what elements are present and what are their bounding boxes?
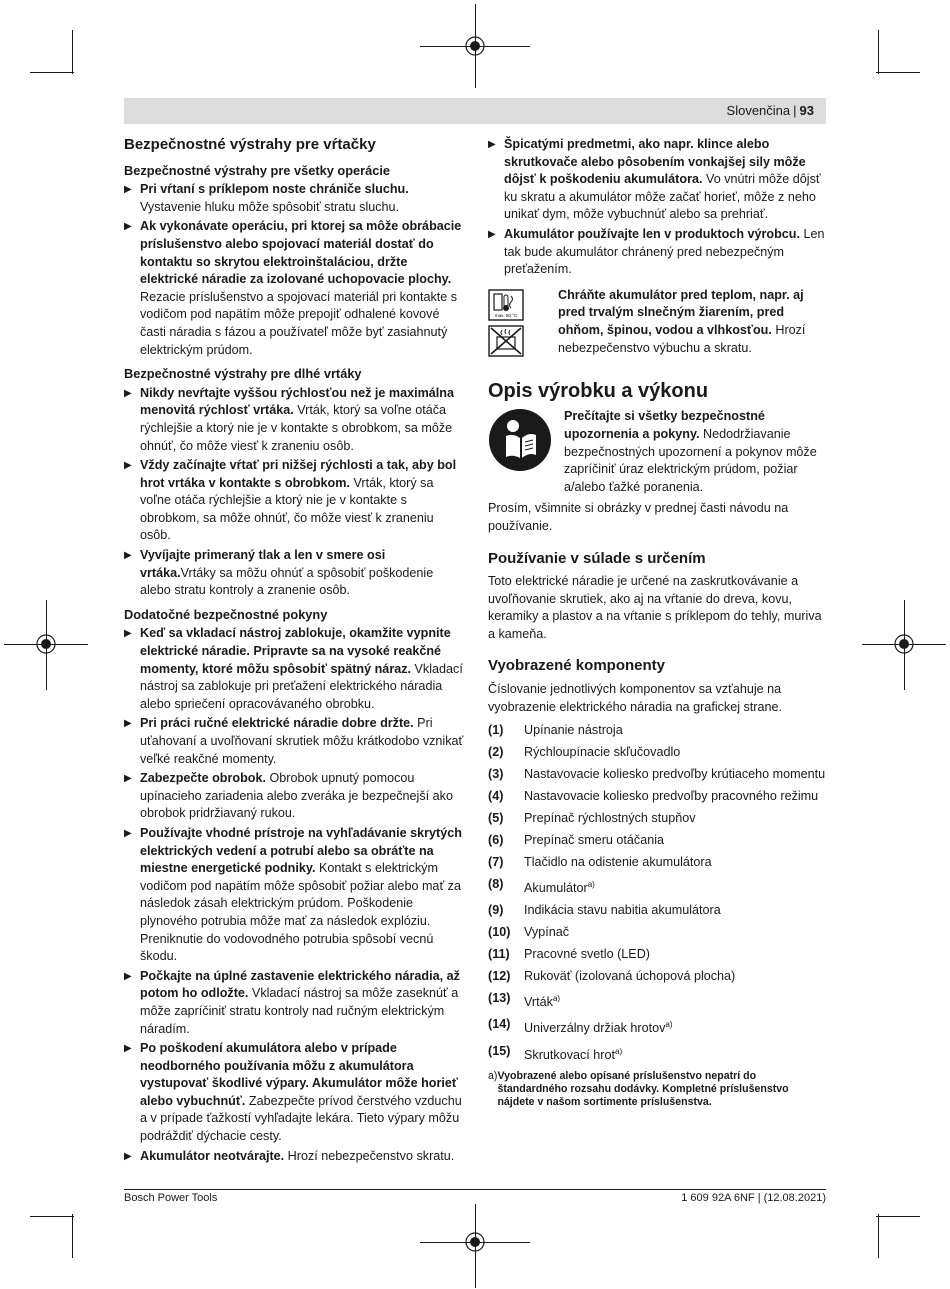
bullet-text: Vrták, ktorý sa voľne otáča rýchlejšie a ktorý nie je v kontakte s obrobkom, sa môže ohnúť, čo môže viesť k zraneniu osôb. bbox=[140, 475, 434, 543]
figures-note: Prosím, všimnite si obrázky v prednej časti návodu na používanie. bbox=[488, 501, 789, 533]
component-label-text: Nastavovacie koliesko predvoľby krútiaceho momentu bbox=[524, 767, 826, 782]
component-label bbox=[524, 854, 828, 872]
bullet-list bbox=[124, 181, 464, 359]
bullet-text: Vrtáky sa môžu ohnúť a spôsobiť poškodenie alebo stratu kontroly a zranenie osôb. bbox=[140, 565, 434, 598]
bullet-bold-text: Používajte vhodné prístroje na vyhľadávanie skrytých elektrických vedení a potrubí alebo sa obráťte na miestne energetické podniky. bbox=[140, 825, 462, 876]
component-footnote-ref: a) bbox=[552, 994, 561, 1004]
bullet-bold-text: Pri práci ručné elektrické náradie dobre držte. bbox=[140, 716, 414, 731]
bullet-bold-text: Vyvíjajte primeraný tlak a len v smere osi vrtáka. bbox=[140, 548, 386, 580]
component-label bbox=[524, 788, 828, 806]
component-number: (11) bbox=[488, 947, 510, 962]
bullet-arrow-icon: ▶ bbox=[488, 228, 496, 240]
header-language: Slovenčina bbox=[726, 103, 791, 118]
subsection-title: Dodatočné bezpečnostné pokyny bbox=[124, 606, 328, 622]
bullet-bold-text: Keď sa vkladací nástroj zablokuje, okamžite vypnite elektrické náradie. Pripravte sa na vysoké reakčné momenty, ktoré môžu spôsobiť spätný náraz. bbox=[140, 626, 451, 676]
footer-doc-number: 1 609 92A 6NF | (12.08.2021) bbox=[681, 1192, 826, 1204]
component-number: (7) bbox=[488, 855, 504, 870]
component-item bbox=[488, 766, 828, 784]
bullet-item bbox=[124, 1040, 464, 1146]
section-title: Bezpečnostné výstrahy pre vŕtačky bbox=[124, 136, 376, 153]
component-label-text: Univerzálny držiak hrotov bbox=[524, 1021, 666, 1036]
intended-use-title: Používanie v súlade s určením bbox=[488, 549, 706, 567]
component-item bbox=[488, 902, 828, 920]
component-item bbox=[488, 810, 828, 828]
read-warning-text: Nedodržiavanie bezpečnostných upozornení a pokynov môže zapríčiniť úraz elektrickým prúdom, požiar a/alebo ťažké poranenia. bbox=[564, 426, 817, 494]
bullet-text: Zabezpečte prívod čerstvého vzduchu a v prípade ťažkostí vyhľadajte lekára. Tieto výpary môžu podráždiť dýchacie cesty. bbox=[140, 1093, 462, 1144]
component-label-text: Tlačidlo na odistenie akumulátora bbox=[524, 855, 712, 870]
registration-mark-icon bbox=[464, 1231, 486, 1253]
left-column bbox=[124, 136, 464, 1167]
bullet-arrow-icon: ▶ bbox=[124, 184, 132, 196]
component-label bbox=[524, 876, 828, 898]
component-label-text: Pracovné svetlo (LED) bbox=[524, 947, 650, 962]
crop-mark bbox=[30, 1216, 74, 1217]
bullet-item bbox=[124, 825, 464, 966]
crop-mark bbox=[878, 30, 879, 74]
component-number: (3) bbox=[488, 767, 504, 782]
component-item bbox=[488, 744, 828, 762]
component-item bbox=[488, 832, 828, 850]
component-number: (15) bbox=[488, 1043, 511, 1058]
footnote-text: Vyobrazené alebo opísané príslušenstvo nepatrí do štandardného rozsahu dodávky. Kompletné príslušenstvo nájdete v našom sortimente príslušenstva. bbox=[497, 1070, 789, 1109]
component-item bbox=[488, 788, 828, 806]
component-label-text: Prepínač rýchlostných stupňov bbox=[524, 811, 696, 826]
component-label bbox=[524, 902, 828, 920]
bullet-text: Vkladací nástroj sa môže zaseknúť a môže zapríčiniť stratu kontroly nad ručným elektrickým náradím. bbox=[140, 986, 459, 1036]
bullet-text: Rezacie príslušenstvo a spojovací materiál pri kontakte s vodičom pod napätím môže prepojiť odhalené kovové časti náradia s fázou a používateľ môže byť zasiahnutý elektrickým prúdom. bbox=[140, 289, 458, 357]
component-number: (5) bbox=[488, 811, 504, 826]
component-label-text: Indikácia stavu nabitia akumulátora bbox=[524, 903, 721, 918]
bullet-arrow-icon: ▶ bbox=[124, 1043, 132, 1055]
bullet-arrow-icon: ▶ bbox=[124, 221, 132, 233]
component-label-text: Vypínač bbox=[524, 925, 570, 940]
bullet-arrow-icon: ▶ bbox=[124, 773, 132, 785]
component-item bbox=[488, 990, 828, 1012]
footnote bbox=[488, 1070, 828, 1109]
page-header: Slovenčina | 93 bbox=[726, 103, 814, 118]
bullet-bold-text: Pri vŕtaní s príklepom noste chrániče sluchu. bbox=[140, 182, 409, 197]
crop-mark bbox=[876, 72, 920, 73]
component-label-text: Vrták bbox=[524, 995, 553, 1010]
crop-mark bbox=[30, 72, 74, 73]
crop-mark bbox=[878, 1214, 879, 1258]
temperature-label: max. 50 °C bbox=[494, 312, 518, 318]
component-label bbox=[524, 968, 828, 986]
footer-publisher: Bosch Power Tools bbox=[124, 1192, 218, 1204]
bullet-bold-text: Nikdy nevŕtajte vyššou rýchlosťou než je maximálna menovitá rýchlosť vrtáka. bbox=[140, 385, 455, 418]
bullet-list bbox=[124, 385, 464, 600]
registration-mark-icon bbox=[35, 633, 57, 655]
bullet-item bbox=[124, 715, 464, 768]
components-list bbox=[488, 722, 828, 1064]
bullet-text: Obrobok upnutý pomocou upínacieho zariadenia alebo zveráka je bezpečnejší ako obrobok pridržiavaný rukou. bbox=[140, 771, 453, 821]
component-label bbox=[524, 766, 828, 784]
component-label bbox=[524, 1016, 828, 1038]
crop-mark bbox=[72, 1214, 73, 1258]
bullet-bold-text: Zabezpečte obrobok. bbox=[140, 771, 266, 786]
bullet-text: Vkladací nástroj sa zablokuje pri preťažení elektrického náradia alebo spriečení opracovávaného obrobku. bbox=[140, 661, 463, 711]
component-number: (13) bbox=[488, 991, 511, 1006]
component-number: (4) bbox=[488, 789, 504, 804]
component-label-text: Nastavovacie koliesko predvoľby pracovného režimu bbox=[524, 789, 819, 804]
bullet-bold-text: Počkajte na úplné zastavenie elektrického náradia, až potom ho odložte. bbox=[140, 968, 460, 1001]
component-number: (10) bbox=[488, 925, 511, 940]
bullet-arrow-icon: ▶ bbox=[124, 628, 132, 640]
bullet-item bbox=[124, 547, 464, 600]
component-label-text: Rukoväť (izolovaná úchopová plocha) bbox=[524, 969, 736, 984]
registration-mark-icon bbox=[464, 35, 486, 57]
component-number: (9) bbox=[488, 903, 504, 918]
component-label bbox=[524, 810, 828, 828]
right-column bbox=[488, 136, 828, 1109]
components-title: Vyobrazené komponenty bbox=[488, 657, 665, 675]
bullet-bold-text: Akumulátor neotvárajte. bbox=[140, 1148, 285, 1163]
component-item bbox=[488, 924, 828, 942]
component-footnote-ref: a) bbox=[615, 1046, 623, 1056]
component-item bbox=[488, 722, 828, 740]
component-number: (2) bbox=[488, 745, 504, 760]
bullet-item bbox=[124, 770, 464, 823]
component-number: (1) bbox=[488, 723, 504, 738]
bullet-item bbox=[124, 457, 464, 545]
registration-mark-icon bbox=[893, 633, 915, 655]
bullet-bold-text: Vždy začínajte vŕtať pri nižšej rýchlosti a tak, aby bol hrot vrtáka v kontakte s obrobkom. bbox=[140, 458, 457, 490]
component-label-text: Rýchloupínacie skľučovadlo bbox=[524, 745, 681, 760]
bullet-list bbox=[124, 625, 464, 1165]
heat-warning-text: Hrozí nebezpečenstvo výbuchu a skratu. bbox=[558, 322, 806, 355]
bullet-bold-text: Po poškodení akumulátora alebo v prípade neodborného používania môžu z akumulátora vystupovať škodlivé výpary. Akumulátor môže horieť alebo vybuchnúť. bbox=[140, 1041, 458, 1108]
crop-mark bbox=[876, 1216, 920, 1217]
component-footnote-ref: a) bbox=[665, 1020, 673, 1030]
component-footnote-ref: a) bbox=[587, 880, 595, 890]
bullet-item bbox=[488, 226, 828, 279]
bullet-arrow-icon: ▶ bbox=[124, 970, 132, 982]
bullet-text: Vrták, ktorý sa voľne otáča rýchlejšie a ktorý nie je v kontakte s obrobkom, sa môže ohnúť, čo môže viesť k zraneniu osôb. bbox=[140, 403, 453, 453]
component-item bbox=[488, 968, 828, 986]
component-item bbox=[488, 876, 828, 898]
component-number: (14) bbox=[488, 1017, 511, 1032]
bullet-bold-text: Ak vykonávate operáciu, pri ktorej sa môže obrábacie príslušenstvo alebo spojovací materiál dostať do kontaktu so skrytou elektroinštaláciou, držte elektrické náradie za izolované uchopovacie plochy. bbox=[140, 219, 462, 287]
component-number: (12) bbox=[488, 969, 511, 984]
component-label bbox=[524, 946, 828, 964]
bullet-arrow-icon: ▶ bbox=[124, 387, 132, 399]
subsection-title: Bezpečnostné výstrahy pre všetky operácie bbox=[124, 162, 391, 178]
heat-warning-bold: Chráňte akumulátor pred teplom, napr. aj pred trvalým slnečným žiarením, pred ohňom, špinou, vodou a vlhkosťou. bbox=[558, 287, 804, 337]
bullet-text: Pri uťahovaní a uvoľňovaní skrutiek môžu krátkodobo vznikať veľké reakčné momenty. bbox=[140, 716, 464, 766]
components-intro: Číslovanie jednotlivých komponentov sa vzťahuje na vyobrazenie elektrického náradia na grafickej strane. bbox=[488, 682, 783, 714]
component-label bbox=[524, 744, 828, 762]
bullet-bold-text: Akumulátor používajte len v produktoch výrobcu. bbox=[504, 226, 800, 241]
bullet-text: Hrozí nebezpečenstvo skratu. bbox=[284, 1148, 455, 1163]
bullet-text: Vystavenie hluku môže spôsobiť stratu sluchu. bbox=[140, 199, 400, 214]
bullet-arrow-icon: ▶ bbox=[124, 1150, 132, 1162]
bullet-item bbox=[124, 181, 464, 216]
intended-use-text: Toto elektrické náradie je určené na zaskrutkovávanie a uvoľňovanie skrutiek, ako aj na vŕtanie do dreva, kovu, keramiky a plastov a na vŕtanie s príklepom do tehly, muriva a kameňa. bbox=[488, 574, 822, 641]
read-manual-icon bbox=[488, 408, 552, 472]
component-item bbox=[488, 1043, 828, 1065]
component-label-text: Akumulátor bbox=[524, 881, 588, 896]
component-item bbox=[488, 1016, 828, 1038]
crop-mark bbox=[72, 30, 73, 74]
bullet-arrow-icon: ▶ bbox=[124, 460, 132, 472]
component-label-text: Skrutkovací hrot bbox=[524, 1047, 615, 1062]
bullet-item bbox=[124, 968, 464, 1038]
bullet-item bbox=[124, 218, 464, 359]
component-item bbox=[488, 946, 828, 964]
component-label bbox=[524, 924, 828, 942]
component-label-text: Upínanie nástroja bbox=[524, 723, 623, 738]
bullet-item bbox=[124, 625, 464, 713]
bullet-arrow-icon: ▶ bbox=[124, 550, 132, 562]
read-warning-bold: Prečítajte si všetky bezpečnostné upozornenia a pokyny. bbox=[564, 409, 765, 441]
footnote-marker: a) bbox=[488, 1070, 498, 1083]
bullet-item bbox=[124, 385, 464, 455]
bullet-arrow-icon: ▶ bbox=[124, 718, 132, 730]
component-number: (6) bbox=[488, 833, 504, 848]
warning-icons bbox=[488, 289, 528, 357]
component-label-text: Prepínač smeru otáčania bbox=[524, 833, 665, 848]
bullet-text: Kontakt s elektrickým vodičom pod napätím môže spôsobiť požiar alebo mať za následok zásah elektrickým prúdom. Poškodenie plynového potrubia môže mať za následok explóziu. Preniknutie do vodovodného potrubia spôsobí vecnú škodu. bbox=[140, 861, 461, 964]
heat-warning bbox=[488, 287, 828, 361]
subsection-title: Bezpečnostné výstrahy pre dlhé vrtáky bbox=[124, 366, 362, 382]
component-label bbox=[524, 990, 828, 1012]
water-prohibited-icon bbox=[488, 325, 524, 357]
bullet-arrow-icon: ▶ bbox=[488, 139, 496, 150]
component-label bbox=[524, 722, 828, 740]
bullet-text: Vo vnútri môže dôjsť ku skratu a akumulátor môže začať horieť, môže z neho unikať dym, môže vybuchnúť alebo sa prehriať. bbox=[504, 172, 821, 222]
product-title: Opis výrobku a výkonu bbox=[488, 379, 709, 402]
header-band bbox=[124, 98, 826, 124]
bullet-bold-text: Špicatými predmetmi, ako napr. klince alebo skrutkovače alebo pôsobením vonkajšej sily môže dôjsť k poškodeniu akumulátora. bbox=[504, 137, 806, 187]
component-label bbox=[524, 1043, 828, 1065]
bullet-text: Len tak bude akumulátor chránený pred nebezpečným preťažením. bbox=[504, 226, 825, 277]
bullet-arrow-icon: ▶ bbox=[124, 827, 132, 839]
component-item bbox=[488, 854, 828, 872]
page-number: 93 bbox=[799, 103, 814, 118]
component-number: (8) bbox=[488, 877, 504, 892]
bullet-item bbox=[488, 136, 828, 224]
temperature-warning-icon bbox=[488, 289, 524, 321]
bullet-item bbox=[124, 1148, 464, 1166]
read-manual-warning bbox=[488, 408, 828, 496]
footer-rule bbox=[124, 1189, 826, 1190]
component-label bbox=[524, 832, 828, 850]
bullet-list bbox=[488, 136, 828, 279]
